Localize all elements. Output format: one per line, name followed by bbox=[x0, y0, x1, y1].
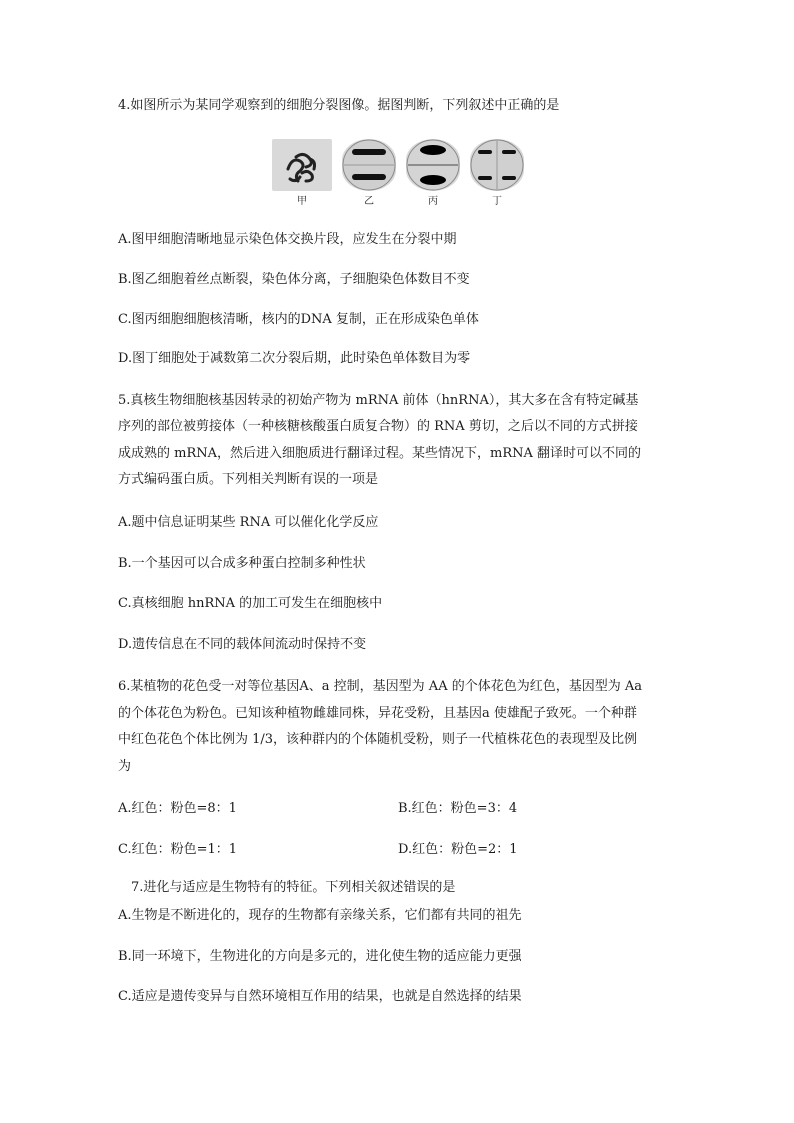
question-5-option-c[interactable]: C.真核细胞 hnRNA 的加工可发生在细胞核中 bbox=[118, 596, 383, 611]
question-5-option-b[interactable]: B.一个基因可以合成多种蛋白控制多种性状 bbox=[118, 556, 366, 571]
question-4-option-d[interactable]: D.图丁细胞处于减数第二次分裂后期，此时染色单体数目为零 bbox=[118, 351, 471, 366]
question-5-option-d[interactable]: D.遗传信息在不同的载体间流动时保持不变 bbox=[118, 637, 367, 652]
question-6-stem-line: 6.某植物的花色受一对等位基因A、a 控制，基因型为 AA 的个体花色为红色，基因型为 Aa bbox=[118, 679, 642, 694]
question-4-option-c[interactable]: C.图丙细胞细胞核清晰，核内的DNA 复制，正在形成染色单体 bbox=[118, 312, 479, 327]
telophase-cell-image bbox=[406, 139, 460, 191]
question-6-option-b[interactable]: B.红色：粉色=3：4 bbox=[398, 801, 518, 816]
question-6-stem-line: 的个体花色为粉色。已知该种植物雌雄同株，异花受粉，且基因a 使雄配子致死。一个种群 bbox=[118, 706, 637, 721]
question-6-option-a[interactable]: A.红色：粉色=8：1 bbox=[118, 801, 237, 816]
question-7-option-a[interactable]: A.生物是不断进化的，现存的生物都有亲缘关系，它们都有共同的祖先 bbox=[118, 908, 522, 923]
question-7-option-c[interactable]: C.适应是遗传变异与自然环境相互作用的结果，也就是自然选择的结果 bbox=[118, 989, 522, 1004]
question-4-stem: 4.如图所示为某同学观察到的细胞分裂图像。据图判断，下列叙述中正确的是 bbox=[118, 98, 560, 113]
figure-label-yi: 乙 bbox=[364, 196, 374, 207]
question-4-option-b[interactable]: B.图乙细胞着丝点断裂，染色体分离，子细胞染色体数目不变 bbox=[118, 272, 470, 287]
question-5-stem-line: 5.真核生物细胞核基因转录的初始产物为 mRNA 前体（hnRNA），其大多在含有特定碱基 bbox=[118, 393, 639, 408]
question-7-option-b[interactable]: B.同一环境下，生物进化的方向是多元的，进化使生物的适应能力更强 bbox=[118, 949, 522, 964]
question-6-option-c[interactable]: C.红色：粉色=1：1 bbox=[118, 842, 238, 857]
figure-label-ding: 丁 bbox=[492, 196, 502, 207]
question-5-stem-line: 成成熟的 mRNA，然后进入细胞质进行翻译过程。某些情况下，mRNA 翻译时可以不同的 bbox=[118, 446, 642, 461]
question-5-option-a[interactable]: A.题中信息证明某些 RNA 可以催化化学反应 bbox=[118, 515, 379, 530]
figure-label-jia: 甲 bbox=[297, 196, 307, 207]
question-5-stem-line: 序列的部位被剪接体（一种核糖核酸蛋白质复合物）的 RNA 剪切，之后以不同的方式拼接 bbox=[118, 419, 638, 434]
question-6-option-d[interactable]: D.红色：粉色=2：1 bbox=[398, 842, 518, 857]
question-5-stem-line: 方式编码蛋白质。下列相关判断有误的一项是 bbox=[118, 472, 379, 487]
cell-panel-ding bbox=[470, 139, 524, 191]
cell-panel-jia bbox=[272, 139, 332, 191]
chromosome-tangle-image bbox=[272, 139, 332, 191]
anaphase-cell-image bbox=[342, 139, 396, 191]
cell-panel-bing bbox=[406, 139, 460, 191]
meiosis-cell-image bbox=[470, 139, 524, 191]
cell-panel-yi bbox=[342, 139, 396, 191]
question-7-stem: 7.进化与适应是生物特有的特征。下列相关叙述错误的是 bbox=[131, 880, 456, 895]
figure-label-bing: 丙 bbox=[428, 196, 438, 207]
question-6-stem-line: 中红色花色个体比例为 1/3，该种群内的个体随机受粉，则子一代植株花色的表现型及比例 bbox=[118, 732, 638, 747]
question-6-stem-line: 为 bbox=[118, 759, 132, 774]
cell-division-figure bbox=[272, 139, 524, 211]
question-4-option-a[interactable]: A.图甲细胞清晰地显示染色体交换片段，应发生在分裂中期 bbox=[118, 232, 457, 247]
